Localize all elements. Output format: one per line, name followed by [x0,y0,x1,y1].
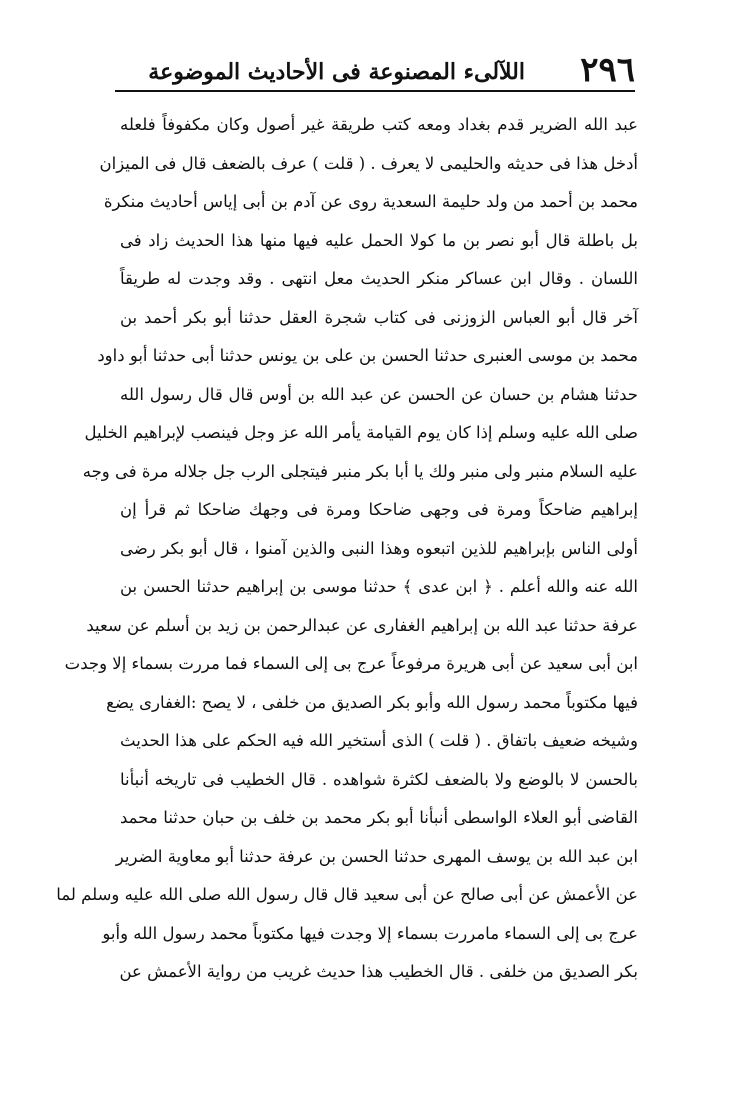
text-line: حدثنا هشام بن حسان عن الحسن عن عبد الله بن أوس قال قال رسول الله [120,384,638,404]
text-line: اللسان . وقال ابن عساكر منكر الحديث معل انتهى . وقد وجدت له طريقاً [120,269,638,288]
text-line: إبراهيم ضاحكاً ومرة فى وجهى ضاحكا ومرة فى وجهك ضاحكا ثم قرأ إن [120,500,638,519]
text-line: بل باطلة قال أبو نصر بن ما كولا الحمل عليه فيها منها هذا الحديث زاد فى [120,230,638,250]
text-line: وشيخه ضعيف باتفاق . ( قلت ) الذى أستخير الله فيه الحكم على هذا الحديث [120,731,638,750]
text-line: فيها مكتوباً محمد رسول الله وأبو بكر الصديق من خلفى ، لا يصح :الغفارى يضع [106,692,638,712]
text-line: ابن عبد الله بن يوسف المهرى حدثنا الحسن بن عرفة حدثنا أبو معاوية الضرير [115,846,638,866]
page-header [115,48,635,92]
text-line: القاضى أبو العلاء الواسطى أنبأنا أبو بكر محمد بن خلف بن حبان حدثنا محمد [120,808,638,827]
text-line: ابن أبى سعيد عن أبى هريرة مرفوعاً عرج بى إلى السماء فما مررت بسماء إلا وجدت [64,654,638,673]
header-rule [115,90,635,92]
text-line: عن الأعمش عن أبى صالح عن أبى سعيد قال قال رسول الله صلى الله عليه وسلم لما [56,885,638,904]
body-text [56,106,638,992]
text-line: عرج بى إلى السماء مامررت بسماء إلا وجدت فيها مكتوباً محمد رسول الله وأبو [102,923,638,943]
text-line: الله عنه والله أعلم . ﴿ ابن عدى ﴾ حدثنا موسى بن إبراهيم حدثنا الحسن بن [120,577,638,596]
text-line: أولى الناس بإبراهيم للذين اتبعوه وهذا النبى والذين آمنوا ، قال أبو بكر رضى [120,538,638,558]
running-title: اللآلىء المصنوعة فى الأحاديث الموضوعة [148,59,525,85]
text-line: محمد بن موسى العنبرى حدثنا الحسن بن على بن يونس حدثنا أبى حدثنا أبو داود [97,346,638,365]
text-line: بكر الصديق من خلفى . قال الخطيب هذا حديث غريب من رواية الأعمش عن [119,962,638,981]
text-line: بالحسن لا بالوضع ولا بالضعف لكثرة شواهده . قال الخطيب فى تاريخه أنبأنا [120,769,638,789]
text-line: عليه السلام منبر ولى منبر ولك يا أبا بكر منبر فيتجلى الرب جل جلاله مرة فى وجه [82,461,638,481]
text-line: عرفة حدثنا عبد الله بن إبراهيم الغفارى عن عبدالرحمن بن زيد بن أسلم عن سعيد [86,615,638,635]
page-number: ٢٩٦ [580,50,635,90]
text-line: أدخل هذا فى حديثه والحليمى لا يعرف . ( قلت ) عرف بالضعف قال فى الميزان [99,153,638,173]
text-line: آخر قال أبو العباس الزوزنى فى كتاب شجرة العقل حدثنا أبو بكر أحمد بن [120,307,638,327]
text-line: محمد بن أحمد من ولد حليمة السعدية روى عن آدم بن أبى إياس أحاديث منكرة [103,192,638,211]
text-line: صلى الله عليه وسلم إذا كان يوم القيامة يأمر الله عز وجل فينصب لإبراهيم الخليل [84,423,638,442]
text-line: عبد الله الضرير قدم بغداد ومعه كتب طريقة غير أصول وكان مكفوفاً فلعله [120,115,638,134]
